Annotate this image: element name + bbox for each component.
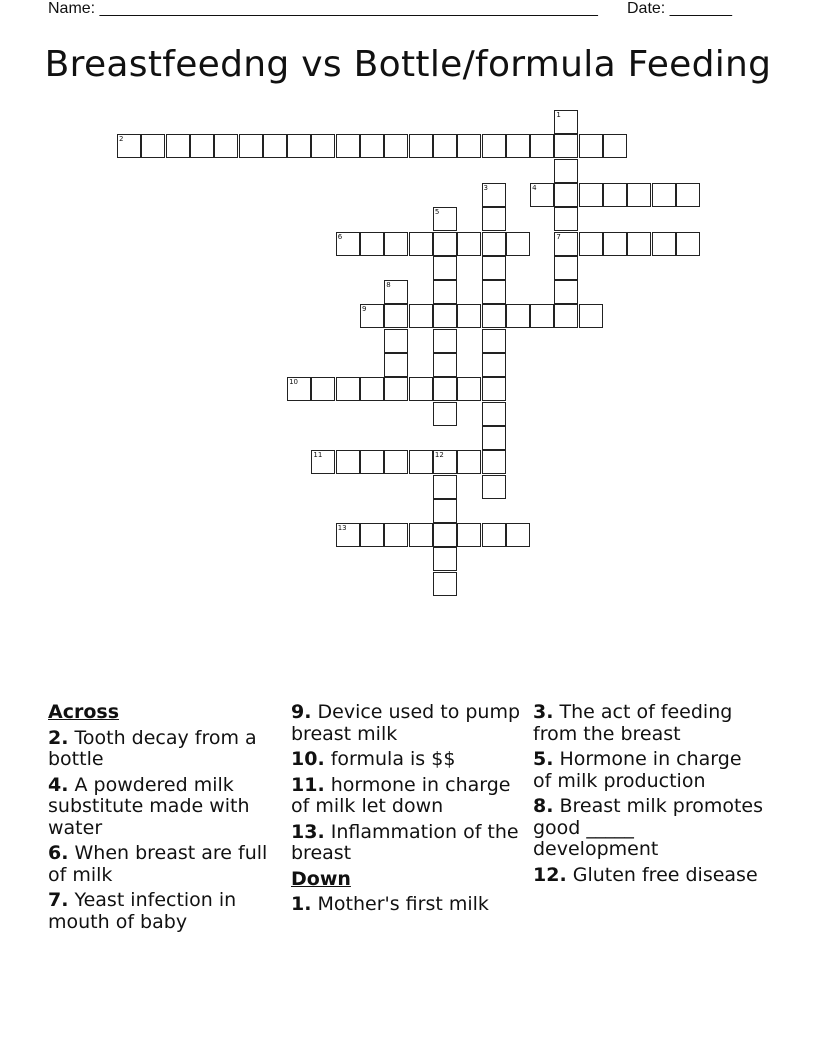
crossword-cell[interactable] bbox=[579, 134, 603, 158]
crossword-cell[interactable] bbox=[384, 353, 408, 377]
crossword-cell[interactable] bbox=[384, 280, 408, 304]
crossword-cell[interactable] bbox=[336, 523, 360, 547]
clue-column-2 bbox=[291, 702, 521, 920]
crossword-cell[interactable] bbox=[384, 329, 408, 353]
cell-number: 2 bbox=[119, 135, 124, 144]
crossword-cell[interactable] bbox=[506, 523, 530, 547]
crossword-cell[interactable] bbox=[482, 377, 506, 401]
crossword-cell[interactable] bbox=[603, 232, 627, 256]
crossword-cell[interactable] bbox=[482, 402, 506, 426]
crossword-cell[interactable] bbox=[214, 134, 238, 158]
crossword-cell[interactable] bbox=[409, 304, 433, 328]
clue-down-3: 3. The act of feeding from the breast bbox=[533, 701, 733, 745]
crossword-cell[interactable] bbox=[482, 232, 506, 256]
crossword-cell[interactable] bbox=[482, 134, 506, 158]
crossword-cell[interactable] bbox=[482, 329, 506, 353]
crossword-cell[interactable] bbox=[287, 134, 311, 158]
crossword-cell[interactable] bbox=[652, 183, 676, 207]
clue-across-7: 7. Yeast infection in mouth of baby bbox=[48, 889, 237, 933]
clue-down-5: 5. Hormone in charge of milk production bbox=[533, 748, 742, 792]
clue-across-4: 4. A powdered milk substitute made with water bbox=[48, 773, 250, 839]
crossword-cell[interactable] bbox=[311, 450, 335, 474]
clue-across-10: 10. formula is $$ bbox=[291, 748, 456, 770]
cell-number: 7 bbox=[556, 232, 561, 241]
crossword-cell[interactable] bbox=[482, 207, 506, 231]
crossword-cell[interactable] bbox=[482, 353, 506, 377]
crossword-cell[interactable] bbox=[676, 232, 700, 256]
crossword-cell[interactable] bbox=[457, 304, 481, 328]
crossword-cell[interactable] bbox=[554, 304, 578, 328]
crossword-cell[interactable] bbox=[457, 523, 481, 547]
clue-across-9: 9. Device used to pump breast milk bbox=[291, 701, 521, 745]
crossword-cell[interactable] bbox=[530, 134, 554, 158]
crossword-cell[interactable] bbox=[554, 183, 578, 207]
crossword-cell[interactable] bbox=[506, 232, 530, 256]
crossword-cell[interactable] bbox=[384, 304, 408, 328]
clue-down-1: 1. Mother's first milk bbox=[291, 893, 489, 915]
crossword-cell[interactable] bbox=[579, 183, 603, 207]
crossword-cell[interactable] bbox=[433, 402, 457, 426]
crossword-cell[interactable] bbox=[579, 304, 603, 328]
crossword-cell[interactable] bbox=[506, 134, 530, 158]
crossword-cell[interactable] bbox=[360, 450, 384, 474]
crossword-cell[interactable] bbox=[627, 183, 651, 207]
crossword-cell[interactable] bbox=[433, 547, 457, 571]
crossword-cell[interactable] bbox=[433, 523, 457, 547]
crossword-cell[interactable] bbox=[676, 183, 700, 207]
across-heading: Across bbox=[48, 701, 120, 723]
cell-number: 9 bbox=[362, 305, 367, 314]
down-heading: Down bbox=[291, 867, 351, 890]
crossword-cell[interactable] bbox=[336, 450, 360, 474]
cell-number: 3 bbox=[483, 183, 488, 192]
crossword-cell[interactable] bbox=[554, 232, 578, 256]
crossword-cell[interactable] bbox=[409, 450, 433, 474]
crossword-cell[interactable] bbox=[433, 377, 457, 401]
crossword-cell[interactable] bbox=[482, 475, 506, 499]
crossword-cell[interactable] bbox=[360, 377, 384, 401]
crossword-cell[interactable] bbox=[603, 134, 627, 158]
crossword-cell[interactable] bbox=[433, 329, 457, 353]
crossword-cell[interactable] bbox=[457, 450, 481, 474]
crossword-cell[interactable] bbox=[433, 572, 457, 596]
crossword-cell[interactable] bbox=[482, 523, 506, 547]
clue-across-6: 6. When breast are full of milk bbox=[48, 842, 268, 886]
crossword-cell[interactable] bbox=[360, 232, 384, 256]
crossword-cell[interactable] bbox=[384, 450, 408, 474]
crossword-cell[interactable] bbox=[554, 207, 578, 231]
crossword-cell[interactable] bbox=[311, 377, 335, 401]
clue-across-11: 11. hormone in charge of milk let down bbox=[291, 773, 511, 817]
crossword-cell[interactable] bbox=[457, 134, 481, 158]
cell-number: 10 bbox=[289, 378, 299, 387]
clue-across-2: 2. Tooth decay from a bottle bbox=[48, 726, 257, 770]
crossword-cell[interactable] bbox=[554, 134, 578, 158]
cell-number: 1 bbox=[556, 111, 561, 119]
crossword-cell[interactable] bbox=[482, 256, 506, 280]
crossword-cell[interactable] bbox=[457, 232, 481, 256]
crossword-cell[interactable] bbox=[482, 450, 506, 474]
crossword-cell[interactable] bbox=[554, 110, 578, 134]
crossword-cell[interactable] bbox=[554, 280, 578, 304]
crossword-cell[interactable] bbox=[433, 207, 457, 231]
name-line: Name: ________________________________________________________ bbox=[48, 0, 598, 17]
crossword-cell[interactable] bbox=[433, 475, 457, 499]
crossword-cell[interactable] bbox=[384, 134, 408, 158]
cell-number: 4 bbox=[532, 183, 537, 192]
crossword-cell[interactable] bbox=[239, 134, 263, 158]
crossword-cell[interactable] bbox=[384, 523, 408, 547]
crossword-cell[interactable] bbox=[482, 426, 506, 450]
cell-number: 11 bbox=[313, 451, 323, 460]
crossword-cell[interactable] bbox=[336, 232, 360, 256]
crossword-cell[interactable] bbox=[336, 134, 360, 158]
crossword-cell[interactable] bbox=[554, 256, 578, 280]
crossword-cell[interactable] bbox=[652, 232, 676, 256]
page-title: Breastfeedng vs Bottle/formula Feeding bbox=[44, 44, 772, 85]
crossword-cell[interactable] bbox=[311, 134, 335, 158]
crossword-cell[interactable] bbox=[117, 134, 141, 158]
crossword-cell[interactable] bbox=[287, 377, 311, 401]
crossword-cell[interactable] bbox=[482, 304, 506, 328]
crossword-cell[interactable] bbox=[433, 499, 457, 523]
cell-number: 6 bbox=[337, 232, 343, 241]
crossword-cell[interactable] bbox=[360, 523, 384, 547]
crossword-cell[interactable] bbox=[433, 304, 457, 328]
crossword-cell[interactable] bbox=[190, 134, 214, 158]
crossword-cell[interactable] bbox=[603, 183, 627, 207]
date-line: Date: _______ bbox=[627, 0, 732, 17]
crossword-cell[interactable] bbox=[433, 280, 457, 304]
crossword-cell[interactable] bbox=[457, 377, 481, 401]
crossword-cell[interactable] bbox=[409, 523, 433, 547]
crossword-cell[interactable] bbox=[384, 377, 408, 401]
cell-number: 13 bbox=[337, 524, 347, 533]
crossword-cell[interactable] bbox=[166, 134, 190, 158]
crossword-cell[interactable] bbox=[409, 232, 433, 256]
crossword-cell[interactable] bbox=[482, 280, 506, 304]
crossword-cell[interactable] bbox=[554, 159, 578, 183]
crossword-cell[interactable] bbox=[409, 134, 433, 158]
crossword-cell[interactable] bbox=[530, 183, 554, 207]
crossword-cell[interactable] bbox=[579, 232, 603, 256]
crossword-cell[interactable] bbox=[141, 134, 165, 158]
crossword-cell[interactable] bbox=[482, 183, 506, 207]
crossword-cell[interactable] bbox=[627, 232, 651, 256]
clue-column-1 bbox=[48, 702, 278, 937]
clue-column-3 bbox=[533, 702, 763, 890]
crossword-cell[interactable] bbox=[433, 134, 457, 158]
crossword-cell[interactable] bbox=[263, 134, 287, 158]
crossword-cell[interactable] bbox=[433, 353, 457, 377]
clue-down-12: 12. Gluten free disease bbox=[533, 863, 758, 886]
crossword-cell[interactable] bbox=[433, 450, 457, 474]
crossword-cell[interactable] bbox=[360, 134, 384, 158]
crossword-cell[interactable] bbox=[433, 256, 457, 280]
clue-down-8: 8. Breast milk promotes good _____ development bbox=[533, 795, 764, 860]
cell-number: 12 bbox=[434, 451, 444, 460]
crossword-cell[interactable] bbox=[360, 304, 384, 328]
clue-across-13: 13. Inflammation of the breast bbox=[291, 820, 519, 864]
cell-number: 5 bbox=[434, 208, 440, 217]
crossword-cell[interactable] bbox=[409, 377, 433, 401]
crossword-cell[interactable] bbox=[530, 304, 554, 328]
crossword-cell[interactable] bbox=[336, 377, 360, 401]
crossword-cell[interactable] bbox=[384, 232, 408, 256]
crossword-cell[interactable] bbox=[506, 304, 530, 328]
cell-number: 8 bbox=[386, 281, 391, 290]
crossword-cell[interactable] bbox=[433, 232, 457, 256]
